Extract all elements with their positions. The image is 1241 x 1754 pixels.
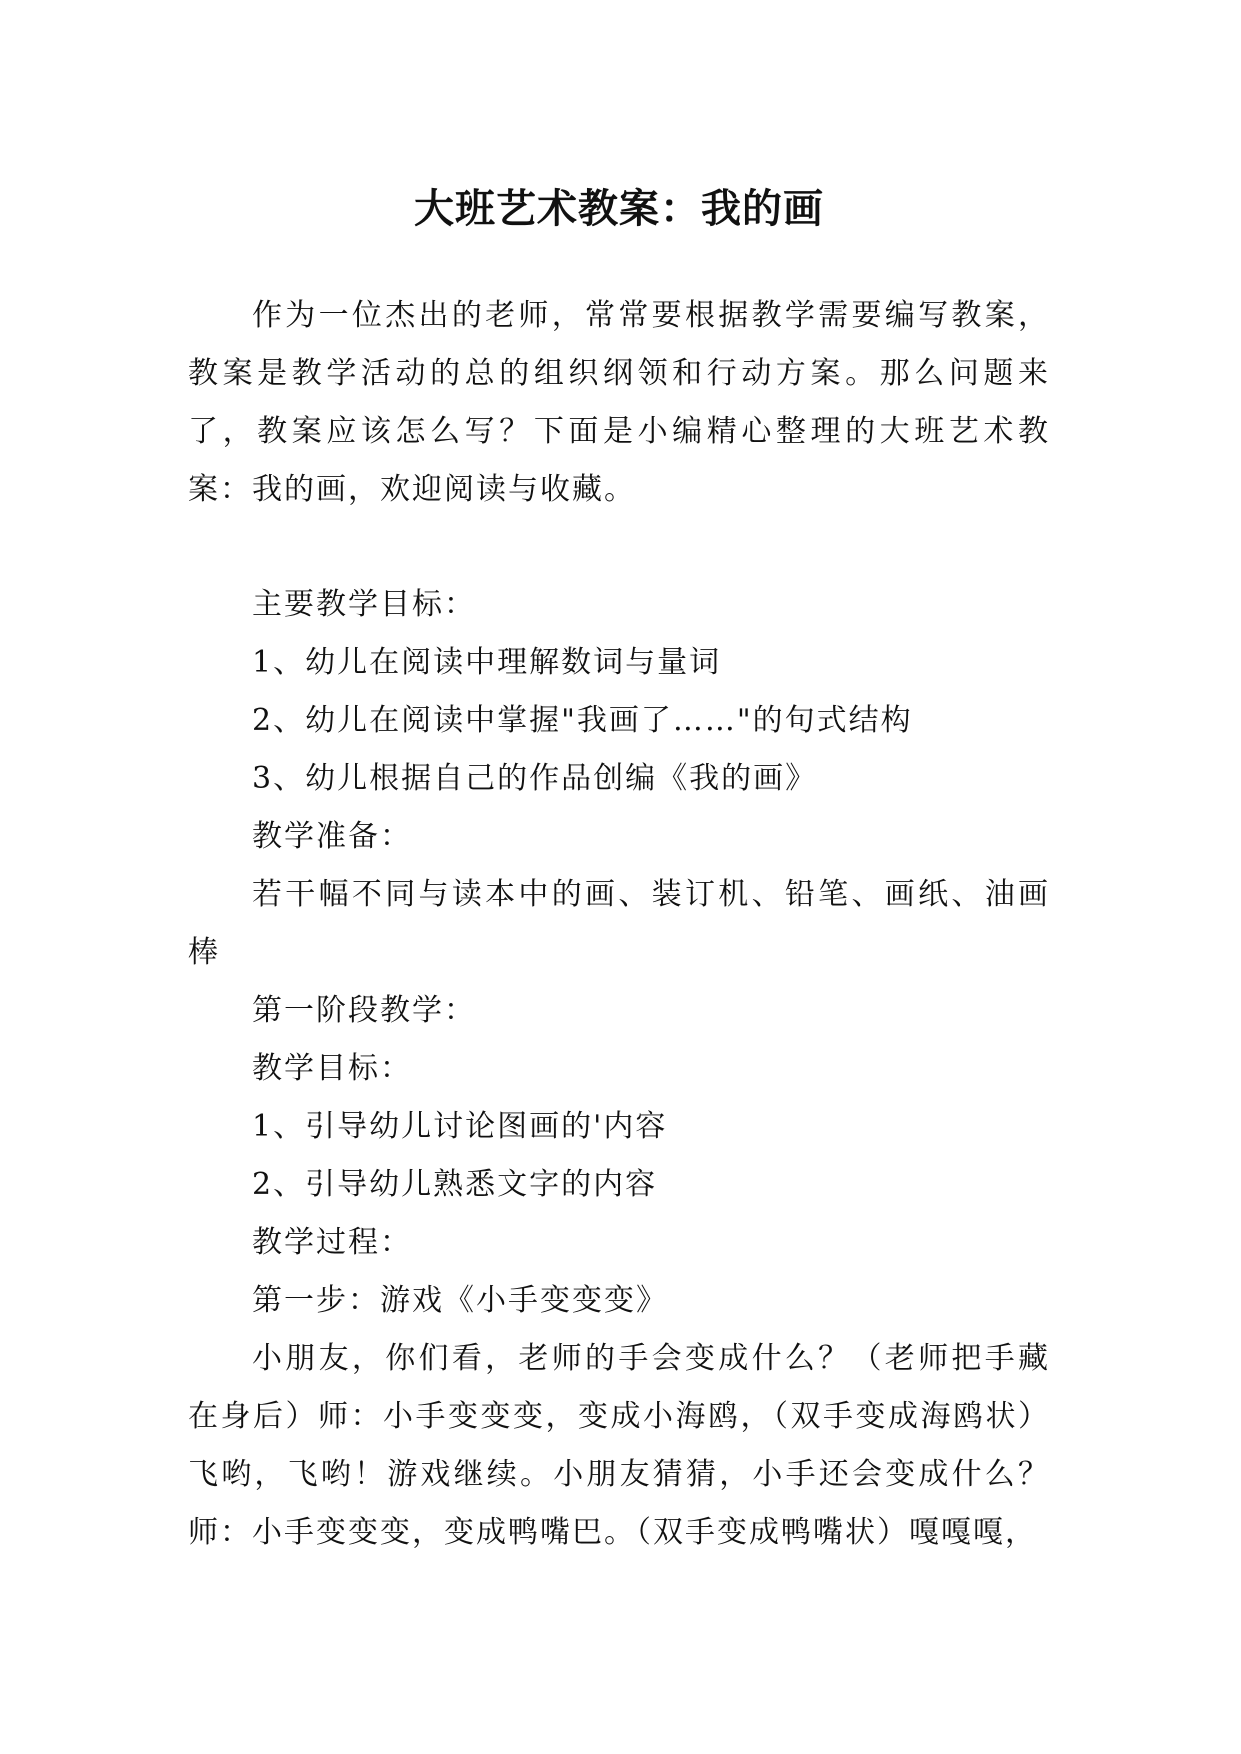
body-section	[188, 576, 1050, 1562]
heading-preparation: 教学准备：	[252, 819, 412, 854]
heading-teaching-goals: 教学目标：	[252, 1051, 412, 1086]
preparation-text: 若干幅不同与读本中的画、装订机、铅笔、画纸、油画棒	[188, 877, 1050, 970]
goal-item-1: 1、幼儿在阅读中理解数词与量词	[252, 645, 722, 680]
step-one-heading: 第一步：游戏《小手变变变》	[252, 1283, 668, 1318]
intro-section	[188, 287, 1050, 519]
heading-main-goals: 主要教学目标：	[252, 587, 476, 622]
goal-item-3: 3、幼儿根据自己的作品创编《我的画》	[252, 761, 818, 796]
heading-stage-one: 第一阶段教学：	[252, 993, 476, 1028]
stage-goal-item-2: 2、引导幼儿熟悉文字的内容	[252, 1167, 658, 1202]
intro-paragraph: 作为一位杰出的老师，常常要根据教学需要编写教案，教案是教学活动的总的组织纲领和行动方案。那么问题来了，教案应该怎么写？下面是小编精心整理的大班艺术教案：我的画，欢迎阅读与收藏。	[188, 298, 1050, 507]
stage-goal-item-1: 1、引导幼儿讨论图画的'内容	[252, 1109, 668, 1144]
goal-item-2: 2、幼儿在阅读中掌握"我画了……"的句式结构	[252, 703, 913, 738]
heading-process: 教学过程：	[252, 1225, 412, 1260]
step-one-text: 小朋友，你们看，老师的手会变成什么？（老师把手藏在身后）师：小手变变变，变成小海鸥，（双手变成海鸥状）飞哟，飞哟！游戏继续。小朋友猜猜，小手还会变成什么？师：小手变变变，变成鸭嘴巴。（双手变成鸭嘴状）嘎嘎嘎，	[188, 1341, 1050, 1550]
document-title: 大班艺术教案：我的画	[414, 185, 824, 232]
